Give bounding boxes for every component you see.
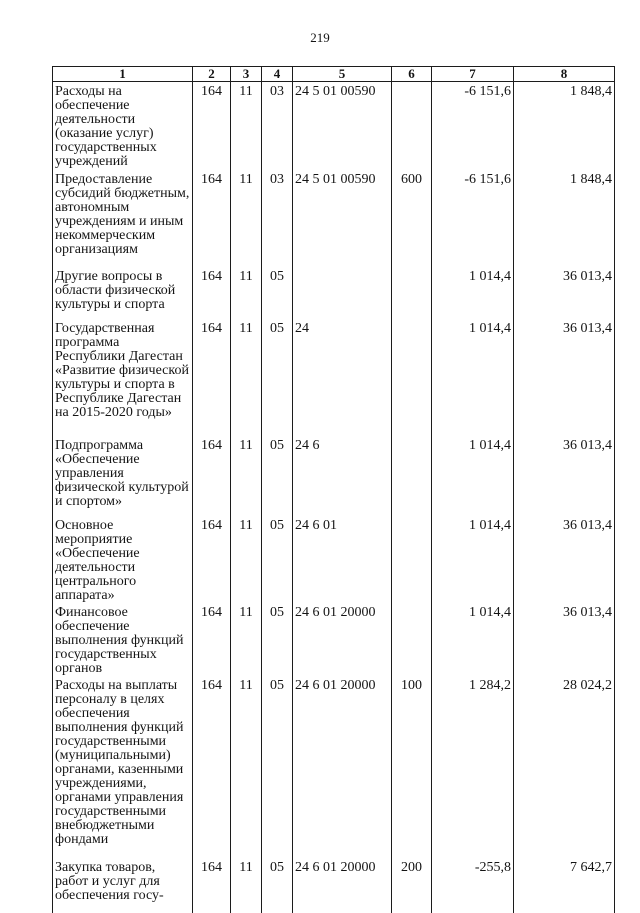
row-section-code: 11 [231, 267, 262, 319]
row-expense-type [392, 516, 432, 603]
row-target-article: 24 5 01 00590 [293, 170, 392, 267]
table-row [53, 170, 615, 267]
row-ministry-code: 164 [193, 516, 231, 603]
table-row [53, 319, 615, 436]
row-section-code: 11 [231, 319, 262, 436]
row-change-amount: 1 014,4 [432, 603, 514, 676]
row-name: Государственная программа Республики Дагестан «Развитие физической культуры и спорта в Республике Дагестан на 2015-2020 годы» [53, 319, 193, 436]
row-total-amount: 1 848,4 [514, 82, 615, 170]
row-total-amount: 36 013,4 [514, 267, 615, 319]
row-change-amount: -6 151,6 [432, 170, 514, 267]
column-header-6: 6 [392, 67, 432, 82]
row-change-amount: 1 014,4 [432, 436, 514, 516]
row-total-amount: 7 642,7 [514, 858, 615, 913]
row-change-amount: -255,8 [432, 858, 514, 913]
row-subsection-code: 05 [262, 676, 293, 858]
row-ministry-code: 164 [193, 436, 231, 516]
row-expense-type: 200 [392, 858, 432, 913]
row-section-code: 11 [231, 436, 262, 516]
row-target-article: 24 6 [293, 436, 392, 516]
row-target-article: 24 5 01 00590 [293, 82, 392, 170]
row-expense-type [392, 267, 432, 319]
row-section-code: 11 [231, 516, 262, 603]
row-ministry-code: 164 [193, 319, 231, 436]
row-ministry-code: 164 [193, 858, 231, 913]
row-total-amount: 1 848,4 [514, 170, 615, 267]
table-row [53, 516, 615, 603]
row-expense-type: 100 [392, 676, 432, 858]
table-row [53, 267, 615, 319]
row-expense-type [392, 436, 432, 516]
row-total-amount: 36 013,4 [514, 603, 615, 676]
column-header-7: 7 [432, 67, 514, 82]
row-section-code: 11 [231, 858, 262, 913]
row-name: Основное мероприятие «Обеспечение деятельности центрального аппарата» [53, 516, 193, 603]
row-subsection-code: 05 [262, 319, 293, 436]
row-ministry-code: 164 [193, 82, 231, 170]
table-row [53, 436, 615, 516]
row-name: Расходы на обеспечение деятельности (оказание услуг) государственных учреждений [53, 82, 193, 170]
row-expense-type: 600 [392, 170, 432, 267]
row-total-amount: 28 024,2 [514, 676, 615, 858]
row-total-amount: 36 013,4 [514, 319, 615, 436]
row-name: Финансовое обеспечение выполнения функций государственных органов [53, 603, 193, 676]
row-ministry-code: 164 [193, 676, 231, 858]
row-change-amount: 1 014,4 [432, 516, 514, 603]
row-change-amount: 1 014,4 [432, 267, 514, 319]
row-expense-type [392, 319, 432, 436]
budget-table [52, 66, 615, 913]
row-target-article: 24 [293, 319, 392, 436]
row-target-article: 24 6 01 20000 [293, 858, 392, 913]
row-subsection-code: 05 [262, 516, 293, 603]
column-header-5: 5 [293, 67, 392, 82]
row-total-amount: 36 013,4 [514, 436, 615, 516]
table-row [53, 82, 615, 170]
row-subsection-code: 05 [262, 267, 293, 319]
row-total-amount: 36 013,4 [514, 516, 615, 603]
column-header-2: 2 [193, 67, 231, 82]
table-row [53, 858, 615, 913]
row-name: Закупка товаров, работ и услуг для обеспечения госу- [53, 858, 193, 913]
row-target-article [293, 267, 392, 319]
row-ministry-code: 164 [193, 603, 231, 676]
row-subsection-code: 03 [262, 170, 293, 267]
row-subsection-code: 05 [262, 858, 293, 913]
table-row [53, 603, 615, 676]
table-header-row [53, 67, 615, 82]
row-name: Расходы на выплаты персоналу в целях обеспечения выполнения функций государственными (муниципальными) органами, казенными учреждениями, органами управления государственными внебюджетными фондами [53, 676, 193, 858]
column-header-1: 1 [53, 67, 193, 82]
row-subsection-code: 05 [262, 436, 293, 516]
table-row [53, 676, 615, 858]
row-change-amount: 1 284,2 [432, 676, 514, 858]
row-name: Подпрограмма «Обеспечение управления физической культурой и спортом» [53, 436, 193, 516]
row-name: Другие вопросы в области физической культуры и спорта [53, 267, 193, 319]
row-expense-type [392, 82, 432, 170]
row-ministry-code: 164 [193, 170, 231, 267]
row-section-code: 11 [231, 82, 262, 170]
row-subsection-code: 03 [262, 82, 293, 170]
row-target-article: 24 6 01 20000 [293, 603, 392, 676]
column-header-3: 3 [231, 67, 262, 82]
column-header-8: 8 [514, 67, 615, 82]
row-target-article: 24 6 01 [293, 516, 392, 603]
row-change-amount: -6 151,6 [432, 82, 514, 170]
row-section-code: 11 [231, 603, 262, 676]
row-change-amount: 1 014,4 [432, 319, 514, 436]
row-expense-type [392, 603, 432, 676]
row-name: Предоставление субсидий бюджетным, автономным учреждениям и иным некоммерческим организациям [53, 170, 193, 267]
row-target-article: 24 6 01 20000 [293, 676, 392, 858]
row-subsection-code: 05 [262, 603, 293, 676]
row-section-code: 11 [231, 170, 262, 267]
page-number: 219 [310, 30, 330, 45]
row-section-code: 11 [231, 676, 262, 858]
column-header-4: 4 [262, 67, 293, 82]
row-ministry-code: 164 [193, 267, 231, 319]
